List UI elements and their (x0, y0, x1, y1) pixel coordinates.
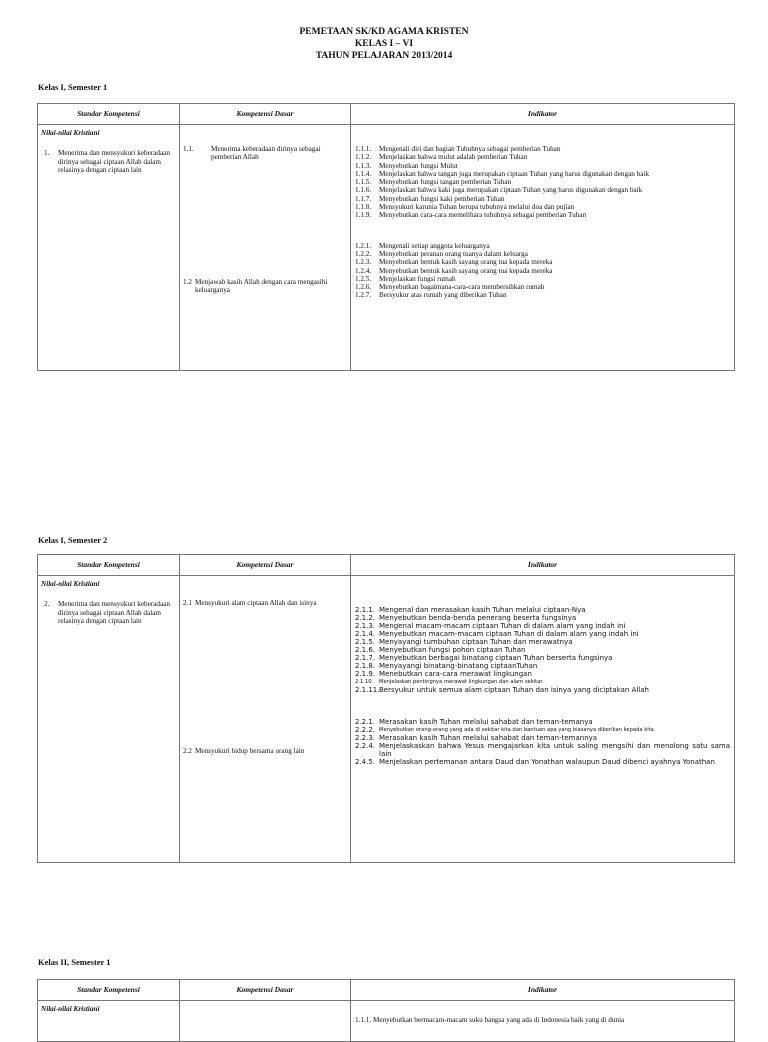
table-header-row (38, 555, 735, 576)
indicator-number: 2.2.4. (355, 742, 376, 750)
indicator-list (351, 145, 734, 220)
indicator-list (351, 242, 734, 300)
indicator-number: 1.1.9. (355, 211, 372, 220)
doc-title-line3: TAHUN PELAJARAN 2013/2014 (315, 51, 453, 61)
list-item (355, 638, 730, 646)
col-header-kd: Kompetensi Dasar (180, 555, 351, 576)
indicator-number: 1.1.2. (355, 153, 372, 162)
indicator-number: 2.2.3. (355, 734, 376, 742)
kd-cell (180, 576, 351, 863)
indicator-number: 1.2.4. (355, 266, 372, 275)
col-header-indikator: Indikator (351, 980, 735, 1001)
list-item (355, 211, 730, 219)
indicator-number: 1.2.3. (355, 258, 372, 267)
list-item (355, 606, 730, 614)
list-item (355, 186, 730, 194)
indicator-text: Menjelaskan bahwa tangan juga merupakan ciptaan Tuhan yang harus digunakan dengan baik (379, 169, 650, 178)
indicator-text: Menyayangi tumbuhan ciptaan Tuhan dan merawatnya (379, 638, 573, 646)
indicator-text: Merasakan kasih Tuhan melalui sahabat dan teman-temanya (379, 718, 593, 726)
list-item (355, 742, 730, 758)
indicator-number: 1.1.5. (355, 178, 372, 187)
list-item (355, 153, 730, 161)
indicator-number: 1.1.8. (355, 203, 372, 212)
col-header-sk: Standar Kompetensi (38, 104, 180, 125)
table-header-row (38, 104, 735, 125)
indicator-number: 1.1.4. (355, 169, 372, 178)
list-item (355, 734, 730, 742)
kd-text: Menjawab kasih Allah dengan cara mengasihi keluarganya (195, 278, 328, 295)
list-item (355, 726, 730, 734)
group-label: Nilai-nilai Kristiani (41, 1005, 100, 1013)
indicator-number: 1.2.1. (355, 241, 372, 250)
indicator-text: Menyebutkan fungsi tangan pemberian Tuhan (379, 178, 512, 187)
kd-text: Mensyukuri hidup bersama orang lain (195, 747, 305, 755)
indicator-number: 2.1.4. (355, 630, 376, 638)
list-item (355, 203, 730, 211)
kd-number: 2.2 (183, 747, 192, 755)
indicator-number: 2.1.9. (355, 670, 376, 678)
indicator-text: Menjelaskan pertemanan antara Daud dan Yonathan walaupun Daud dibenci ayahnya Yonathan (379, 758, 715, 766)
list-item (355, 758, 730, 766)
col-header-indikator: Indikator (351, 555, 735, 576)
kd-text: Mensyukuri alam ciptaan Allah dan isinya (195, 599, 317, 607)
list-item (355, 178, 730, 186)
sk-text: Menerima dan mensyukuri keberadaan dirinya sebagai ciptaan Allah dalam relasinya dengan ciptaan lain (58, 600, 170, 625)
kd-text: Menerima keberadaan dirinya sebagai pemberian Allah (211, 145, 321, 162)
indicator-number: 1.2.6. (355, 283, 372, 292)
kd-item (180, 747, 350, 755)
group-label: Nilai-nilai Kristiani (41, 129, 100, 137)
indicator-text: Bersyukur atas rumah yang diberikan Tuhan (379, 291, 507, 300)
table-row (38, 125, 735, 371)
list-item (355, 646, 730, 654)
kd-item (180, 278, 350, 295)
sk-item (38, 588, 179, 625)
competency-table (37, 554, 735, 863)
kd-number: 1.1. (183, 145, 194, 153)
indicator-text: Menyebutkan bagaimana-cara-cara membersihkan rumah (379, 283, 545, 292)
competency-table (37, 979, 735, 1042)
indicator-text: Menyebutkan bentuk kasih sayang orang tua kepada mereka (379, 258, 553, 267)
indicator-text: Menyebutkan macam-macam ciptaan Tuhan di dalam alam yang indah ini (379, 630, 639, 638)
section-heading: Kelas II, Semester 1 (38, 957, 111, 967)
indicator-list (351, 718, 734, 766)
indicator-text: Menyebutkan orang-orang yang ada di sekitar kita dan bantuan apa yang biasanya diberikan kepada kita (379, 727, 654, 733)
sk-cell (38, 1001, 180, 1042)
list-item (355, 630, 730, 638)
indicator-text: Mengenali setiap anggota keluarganya (379, 241, 490, 250)
indicator-number: 2.1.6. (355, 646, 376, 654)
list-item (355, 275, 730, 283)
indicator-number: 1.2.5. (355, 274, 372, 283)
list-item (355, 654, 730, 662)
kd-item (180, 599, 350, 747)
kd-number: 1.2 (183, 278, 192, 286)
list-item (355, 162, 730, 170)
doc-title-line2: KELAS I – VI (354, 39, 414, 49)
list-item (355, 622, 730, 630)
list-item (355, 614, 730, 622)
indicator-text: Menjelaskan bahwa mulut adalah pemberian Tuhan (379, 153, 528, 162)
table-row (38, 576, 735, 863)
indicator-number: 2.1.1. (355, 606, 376, 614)
list-item (355, 291, 730, 299)
col-header-kd: Kompetensi Dasar (180, 104, 351, 125)
indicator-number: 2.1.2. (355, 614, 376, 622)
indicator-number: 1.1.1. (355, 145, 372, 153)
indicator-number: 2.1.11. (355, 686, 380, 694)
indicator-text: Mengenal macam-macam ciptaan Tuhan di dalam alam yang indah ini (379, 622, 626, 630)
sk-text: Menerima dan mensyukuri keberadaan dirinya sebagai ciptaan Allah dalam relasinya dengan ciptaan lain (58, 149, 170, 174)
indicator-cell (351, 125, 735, 371)
indicator-text: Menyebutkan peranan orang tuanya dalam keluarga (379, 249, 528, 258)
sk-number: 2. (44, 600, 50, 609)
col-header-indikator: Indikator (351, 104, 735, 125)
indicator-text: Menyebutkan fungsi pohon ciptaan Tuhan (379, 646, 526, 654)
indicator-text: Bersyukur untuk semua alam ciptaan Tuhan dan isinya yang diciptakan Allah (379, 686, 649, 694)
indicator-number: 2.1.10. (355, 679, 374, 685)
indicator-cell (351, 576, 735, 863)
indicator-number: 1.1.3. (355, 161, 372, 170)
list-item (355, 258, 730, 266)
col-header-sk: Standar Kompetensi (38, 555, 180, 576)
table-header-row (38, 980, 735, 1001)
indicator-text: Menyebutkan fungsi kaki pemberian Tuhan (379, 194, 505, 203)
group-label: Nilai-nilai Kristiani (41, 580, 100, 588)
table-row (38, 1001, 735, 1042)
sk-number: 1. (44, 149, 50, 158)
indicator-text: Menjelaskaskan bahwa Yesus mengajarkan kita untuk saling mengsihi dan menolong satu sama lain (379, 742, 730, 758)
indicator-text: Menyebutkan fungsi Mulut (379, 161, 458, 170)
competency-table (37, 103, 735, 371)
indicator-number: 2.1.5. (355, 638, 376, 646)
list-item (355, 195, 730, 203)
list-item (355, 718, 730, 726)
indicator-text: Mengenali diri dan bagian Tubuhnya sebagai pemberian Tuhan (379, 145, 561, 153)
indicator-number: 1.2.2. (355, 249, 372, 258)
list-item (355, 678, 730, 686)
indicator-list (351, 606, 734, 694)
kd-item (180, 145, 350, 278)
col-header-sk: Standar Kompetensi (38, 980, 180, 1001)
list-item (355, 662, 730, 670)
kd-number: 2.1 (183, 599, 192, 607)
indicator-text: Mensyukuri karunia Tuhan berupa tubuhnya melalui doa dan pujian (379, 203, 575, 212)
indicator-text: Menjelaskan bahwa kaki juga merupakan ciptaan Tuhan yang harus digunakan dengan baik (379, 186, 643, 195)
indicator-text: Mengenal dan merasakan kasih Tuhan melalui ciptaan-Nya (379, 606, 586, 614)
indicator-number: 2.1.3. (355, 622, 376, 630)
indicator-text: 1.1.1. Menyebutkan bermacam-macam suku bangsa yang ada di Indonesia baik yang di dunia (355, 1016, 625, 1024)
sk-item (38, 137, 179, 174)
sk-cell (38, 576, 180, 863)
indicator-text: Menyayangi binatang-binatang ciptaanTuhan (379, 662, 538, 670)
indicator-text: Menyebutkan bentuk kasih sayang orang tua kepada mereka (379, 266, 553, 275)
indicator-text: Merasakan kasih Tuhan melalui sahabat dan teman-temannya (379, 734, 598, 742)
indicator-number: 2.1.7. (355, 654, 376, 662)
indicator-number: 2.4.5. (355, 758, 376, 766)
list-item (355, 145, 730, 153)
indicator-text: Menyebutkan cara-cara memelihara tubuhnya sebagai pemberian Tuhan (379, 211, 587, 220)
indicator-text: Menyebutkan benda-benda penerang beserta fungsinya (379, 614, 577, 622)
indicator-number: 1.1.6. (355, 186, 372, 195)
kd-cell (180, 1001, 351, 1042)
indicator-number: 1.2.7. (355, 291, 372, 300)
indicator-number: 1.1.7. (355, 194, 372, 203)
indicator-number: 2.2.2. (355, 726, 376, 734)
indicator-text: Menyebutkan berbagai binatang ciptaan Tuhan berserta fungsinya (379, 654, 613, 662)
list-item (355, 267, 730, 275)
list-item (355, 250, 730, 258)
list-item (355, 242, 730, 250)
indicator-text: Menjelaskan pentingnya merawat lingkungan dan alam sekitar. (379, 679, 544, 685)
list-item (355, 686, 730, 694)
doc-title-line1: PEMETAAN SK/KD AGAMA KRISTEN (299, 27, 469, 37)
kd-cell (180, 125, 351, 371)
section-heading: Kelas I, Semester 1 (38, 82, 108, 92)
list-item (355, 283, 730, 291)
indicator-text: Menebutkan cara-cara merawat lingkungan (379, 670, 532, 678)
list-item (355, 670, 730, 678)
indicator-cell (351, 1001, 735, 1042)
indicator-text: Menjelaskan fungsi rumah (379, 274, 456, 283)
indicator-number: 2.1.8. (355, 662, 376, 670)
indicator-number: 2.2.1. (355, 718, 376, 726)
list-item (355, 170, 730, 178)
col-header-kd: Kompetensi Dasar (180, 980, 351, 1001)
sk-cell (38, 125, 180, 371)
section-heading: Kelas I, Semester 2 (38, 535, 108, 545)
